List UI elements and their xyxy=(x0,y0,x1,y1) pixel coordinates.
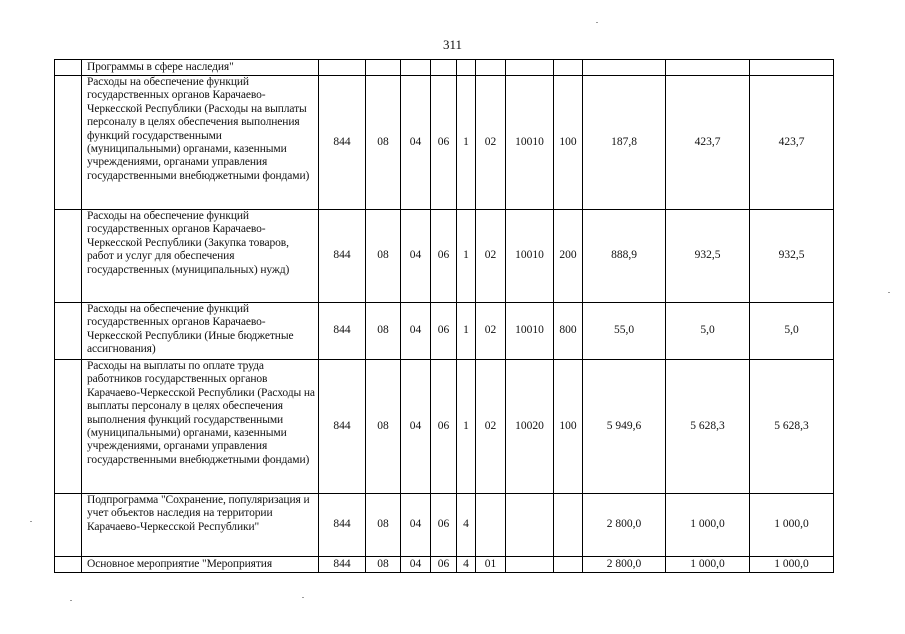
section-cell: 08 xyxy=(366,557,401,573)
expense-type-cell: 100 xyxy=(554,76,583,210)
code-cell xyxy=(319,60,366,76)
csr-subprogram-cell: 1 xyxy=(457,360,476,494)
page-number: 311 xyxy=(442,37,463,52)
subsection-cell: 04 xyxy=(401,76,431,210)
expense-type-cell: 200 xyxy=(554,210,583,303)
subsection-cell: 04 xyxy=(401,557,431,573)
code-cell: 844 xyxy=(319,76,366,210)
row-number-cell xyxy=(55,557,82,573)
amount-2-cell: 5 628,3 xyxy=(666,360,750,494)
table-row xyxy=(55,360,834,494)
code-cell: 844 xyxy=(319,210,366,303)
amount-2-cell: 1 000,0 xyxy=(666,557,750,573)
table-row xyxy=(55,210,834,303)
amount-2-cell: 423,7 xyxy=(666,76,750,210)
csr-measure-cell xyxy=(476,60,506,76)
row-number-cell xyxy=(55,360,82,494)
subsection-cell: 04 xyxy=(401,494,431,557)
code-cell: 844 xyxy=(319,557,366,573)
csr-program-cell: 06 xyxy=(431,303,457,360)
scan-speck xyxy=(888,292,890,293)
table-body xyxy=(55,60,834,573)
scan-speck xyxy=(70,600,72,601)
section-cell: 08 xyxy=(366,494,401,557)
row-number-cell xyxy=(55,60,82,76)
csr-direction-cell: 10010 xyxy=(506,210,554,303)
csr-subprogram-cell: 4 xyxy=(457,494,476,557)
description-cell: Расходы на выплаты по оплате труда работников государственных органов Карачаево-Черкесской Республики (Расходы на выплаты персоналу в целях обеспечения выполнения функций государственными (муниципальными) органами, казенными учреждениями, органами управления государственными внебюджетными фондами) xyxy=(82,360,319,494)
csr-program-cell: 06 xyxy=(431,76,457,210)
csr-direction-cell xyxy=(506,494,554,557)
scan-speck xyxy=(30,521,32,522)
amount-3-cell: 5,0 xyxy=(750,303,834,360)
subsection-cell: 04 xyxy=(401,360,431,494)
csr-direction-cell: 10010 xyxy=(506,303,554,360)
description-cell: Подпрограмма "Сохранение, популяризация и учет объектов наследия на территории Карачаево-Черкесской Республики" xyxy=(82,494,319,557)
csr-direction-cell: 10010 xyxy=(506,76,554,210)
amount-1-cell: 55,0 xyxy=(583,303,666,360)
expense-type-cell xyxy=(554,60,583,76)
scan-speck xyxy=(302,597,304,598)
amount-3-cell: 1 000,0 xyxy=(750,557,834,573)
amount-3-cell: 5 628,3 xyxy=(750,360,834,494)
csr-measure-cell xyxy=(476,494,506,557)
csr-subprogram-cell: 4 xyxy=(457,557,476,573)
description-cell: Расходы на обеспечение функций государственных органов Карачаево-Черкесской Республики (Расходы на выплаты персоналу в целях обеспечения выполнения функций государственными (муниципальными) органами, казенными учреждениями, органами управления государственными внебюджетными фондами) xyxy=(82,76,319,210)
section-cell xyxy=(366,60,401,76)
row-number-cell xyxy=(55,76,82,210)
csr-direction-cell: 10020 xyxy=(506,360,554,494)
subsection-cell: 04 xyxy=(401,303,431,360)
section-cell: 08 xyxy=(366,360,401,494)
section-cell: 08 xyxy=(366,210,401,303)
csr-program-cell: 06 xyxy=(431,557,457,573)
csr-program-cell: 06 xyxy=(431,494,457,557)
amount-1-cell: 888,9 xyxy=(583,210,666,303)
table-row xyxy=(55,494,834,557)
amount-1-cell: 187,8 xyxy=(583,76,666,210)
csr-program-cell: 06 xyxy=(431,360,457,494)
code-cell: 844 xyxy=(319,360,366,494)
table-row xyxy=(55,303,834,360)
description-cell: Расходы на обеспечение функций государственных органов Карачаево-Черкесской Республики (Иные бюджетные ассигнования) xyxy=(82,303,319,360)
amount-3-cell: 1 000,0 xyxy=(750,494,834,557)
scan-speck xyxy=(596,22,598,23)
section-cell: 08 xyxy=(366,303,401,360)
table-row xyxy=(55,76,834,210)
row-number-cell xyxy=(55,303,82,360)
amount-1-cell: 2 800,0 xyxy=(583,494,666,557)
csr-program-cell xyxy=(431,60,457,76)
budget-table xyxy=(54,59,834,573)
amount-1-cell: 5 949,6 xyxy=(583,360,666,494)
csr-subprogram-cell xyxy=(457,60,476,76)
description-cell: Программы в сфере наследия" xyxy=(82,60,319,76)
amount-1-cell: 2 800,0 xyxy=(583,557,666,573)
csr-measure-cell: 01 xyxy=(476,557,506,573)
table-row xyxy=(55,557,834,573)
amount-2-cell: 5,0 xyxy=(666,303,750,360)
csr-subprogram-cell: 1 xyxy=(457,210,476,303)
expense-type-cell: 100 xyxy=(554,360,583,494)
amount-3-cell: 423,7 xyxy=(750,76,834,210)
expense-type-cell: 800 xyxy=(554,303,583,360)
description-cell: Основное мероприятие "Мероприятия xyxy=(82,557,319,573)
amount-2-cell xyxy=(666,60,750,76)
row-number-cell xyxy=(55,210,82,303)
section-cell: 08 xyxy=(366,76,401,210)
code-cell: 844 xyxy=(319,303,366,360)
subsection-cell: 04 xyxy=(401,210,431,303)
csr-subprogram-cell: 1 xyxy=(457,76,476,210)
csr-direction-cell xyxy=(506,557,554,573)
amount-3-cell xyxy=(750,60,834,76)
csr-measure-cell: 02 xyxy=(476,360,506,494)
amount-1-cell xyxy=(583,60,666,76)
code-cell: 844 xyxy=(319,494,366,557)
csr-direction-cell xyxy=(506,60,554,76)
subsection-cell xyxy=(401,60,431,76)
table-row xyxy=(55,60,834,76)
csr-subprogram-cell: 1 xyxy=(457,303,476,360)
row-number-cell xyxy=(55,494,82,557)
csr-measure-cell: 02 xyxy=(476,210,506,303)
amount-2-cell: 1 000,0 xyxy=(666,494,750,557)
csr-program-cell: 06 xyxy=(431,210,457,303)
expense-type-cell xyxy=(554,557,583,573)
expense-type-cell xyxy=(554,494,583,557)
amount-2-cell: 932,5 xyxy=(666,210,750,303)
description-cell: Расходы на обеспечение функций государственных органов Карачаево-Черкесской Республики (Закупка товаров, работ и услуг для обеспечения государственных (муниципальных) нужд) xyxy=(82,210,319,303)
csr-measure-cell: 02 xyxy=(476,76,506,210)
amount-3-cell: 932,5 xyxy=(750,210,834,303)
csr-measure-cell: 02 xyxy=(476,303,506,360)
